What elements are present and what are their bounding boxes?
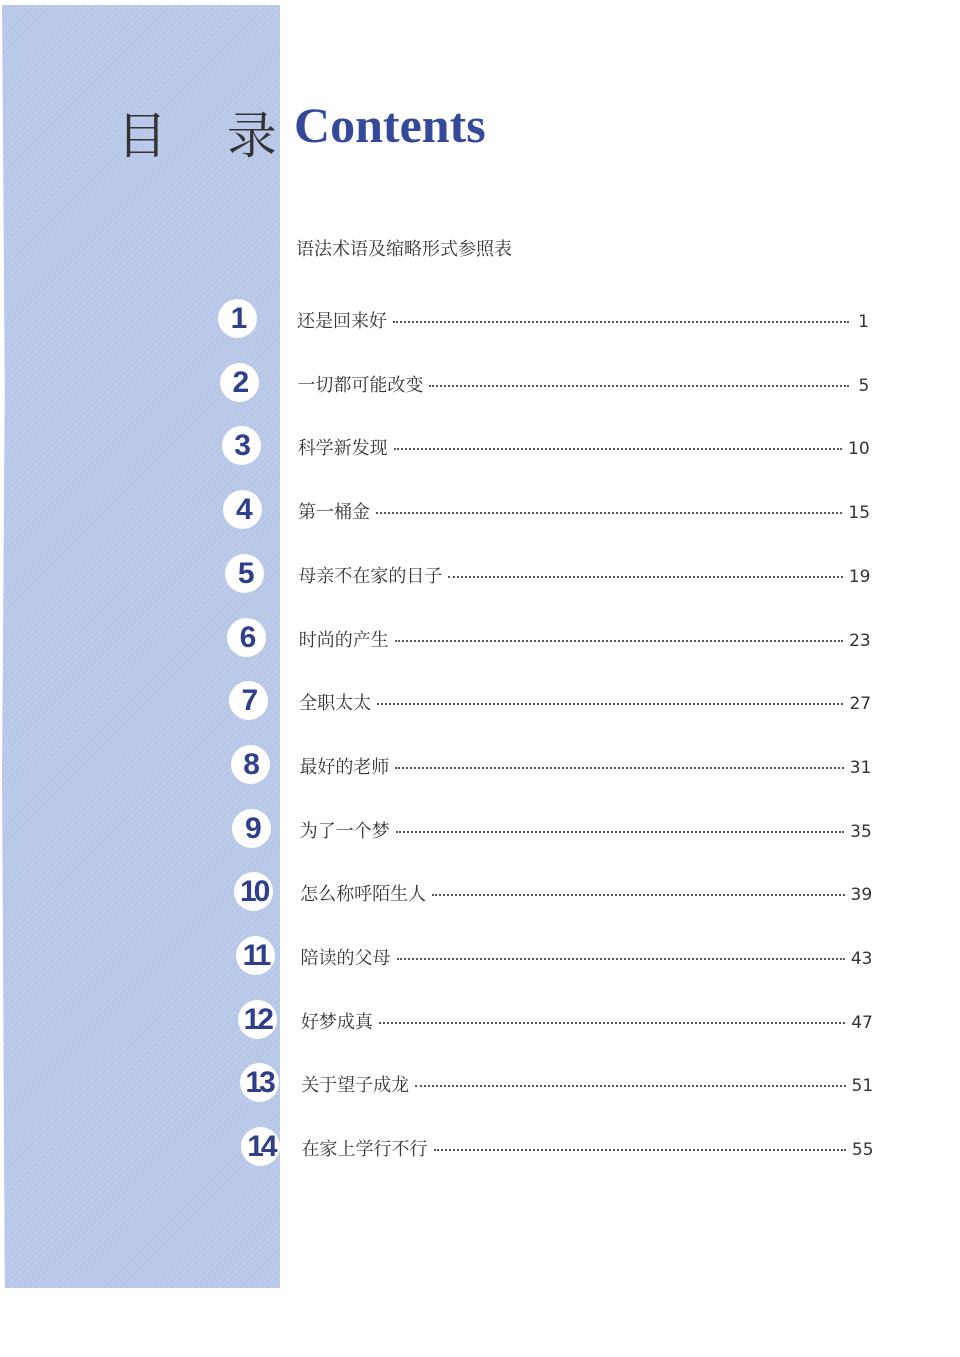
toc-entry-line bbox=[299, 689, 871, 715]
chapter-number-badge: 5 bbox=[225, 554, 264, 593]
toc-entry[interactable] bbox=[0, 936, 960, 976]
dot-leader bbox=[394, 448, 842, 450]
chapter-number-badge: 10 bbox=[234, 872, 273, 911]
page-number: 43 bbox=[850, 949, 873, 969]
toc-entry-line bbox=[297, 371, 869, 397]
toc-entry[interactable] bbox=[0, 1127, 960, 1167]
toc-entry-line bbox=[300, 880, 872, 906]
chapter-number-badge: 9 bbox=[232, 809, 271, 848]
chapter-number-badge: 13 bbox=[240, 1063, 279, 1102]
page-number: 51 bbox=[851, 1076, 874, 1097]
chapter-title[interactable]: 最好的老师 bbox=[299, 756, 390, 778]
chapter-number-badge: 14 bbox=[241, 1127, 280, 1166]
toc-entry[interactable] bbox=[0, 363, 960, 403]
toc-entry-line bbox=[297, 307, 869, 333]
chapter-title[interactable]: 为了一个梦 bbox=[299, 820, 390, 842]
chapter-title[interactable]: 怎么称呼陌生人 bbox=[300, 884, 427, 906]
dot-leader bbox=[432, 894, 844, 896]
toc-entry-line bbox=[301, 1008, 873, 1034]
glossary-link[interactable]: 语法术语及缩略形式参照表 bbox=[296, 239, 512, 260]
chapter-title[interactable]: 科学新发现 bbox=[297, 438, 388, 460]
chapter-title[interactable]: 陪读的父母 bbox=[300, 948, 391, 969]
dot-leader bbox=[377, 703, 843, 705]
dot-leader bbox=[396, 831, 844, 833]
chapter-number-badge: 3 bbox=[222, 426, 261, 465]
toc-entry[interactable] bbox=[0, 554, 960, 594]
page-number: 27 bbox=[849, 694, 872, 715]
chapter-number-badge: 7 bbox=[229, 681, 268, 720]
toc-entry[interactable] bbox=[0, 490, 960, 530]
toc-entry[interactable] bbox=[0, 681, 960, 721]
title-chinese: 目 录 bbox=[117, 107, 299, 165]
chapter-title[interactable]: 在家上学行不行 bbox=[301, 1139, 428, 1161]
dot-leader bbox=[379, 1022, 845, 1024]
chapter-number-badge: 12 bbox=[238, 1000, 277, 1039]
toc-entry[interactable] bbox=[0, 618, 960, 658]
toc-entry[interactable] bbox=[0, 872, 960, 912]
chapter-title[interactable]: 好梦成真 bbox=[300, 1011, 373, 1033]
chapter-number-badge: 4 bbox=[223, 490, 262, 529]
toc-entry-line bbox=[298, 562, 870, 588]
toc-entry-line bbox=[300, 817, 872, 843]
dot-leader bbox=[395, 640, 843, 642]
chapter-number-badge: 8 bbox=[231, 745, 270, 784]
toc-entry-line bbox=[299, 626, 871, 652]
chapter-title[interactable]: 关于望子成龙 bbox=[301, 1075, 410, 1097]
toc-entry[interactable] bbox=[0, 426, 960, 466]
chapter-title[interactable]: 全职太太 bbox=[299, 693, 372, 715]
toc-entry-line bbox=[299, 753, 871, 779]
toc-entry-line bbox=[301, 944, 873, 970]
chapter-title[interactable]: 一切都可能改变 bbox=[297, 374, 424, 396]
dot-leader bbox=[429, 385, 849, 387]
page-number: 55 bbox=[851, 1140, 874, 1161]
chapter-number-badge: 1 bbox=[218, 299, 257, 338]
page-number: 23 bbox=[849, 630, 871, 651]
page-number: 5 bbox=[858, 375, 870, 396]
chapter-number-badge: 6 bbox=[227, 618, 266, 657]
dot-leader bbox=[393, 321, 849, 323]
dot-leader bbox=[376, 512, 842, 514]
page-number: 39 bbox=[850, 885, 873, 906]
chapter-number-badge: 11 bbox=[236, 936, 275, 975]
chapter-title[interactable]: 还是回来好 bbox=[297, 311, 387, 332]
dot-leader bbox=[434, 1149, 846, 1151]
dot-leader bbox=[415, 1085, 845, 1087]
page-number: 35 bbox=[850, 821, 872, 842]
page-number: 10 bbox=[848, 439, 870, 460]
page-number: 1 bbox=[858, 312, 869, 332]
chapter-title[interactable]: 第一桶金 bbox=[298, 502, 371, 524]
toc-entry[interactable] bbox=[0, 1063, 960, 1103]
toc-entry[interactable] bbox=[0, 809, 960, 849]
toc-entry-line bbox=[298, 434, 870, 460]
toc-entry-line bbox=[302, 1135, 874, 1161]
toc-entry[interactable] bbox=[0, 299, 960, 339]
title-english: Contents bbox=[294, 97, 486, 153]
chapter-title[interactable]: 母亲不在家的日子 bbox=[298, 565, 443, 587]
chapter-title[interactable]: 时尚的产生 bbox=[298, 629, 389, 651]
dot-leader bbox=[397, 958, 845, 960]
dot-leader bbox=[448, 576, 842, 578]
chapter-number-badge: 2 bbox=[220, 363, 259, 402]
page-number: 47 bbox=[851, 1012, 873, 1033]
dot-leader bbox=[395, 767, 843, 769]
toc-entry[interactable] bbox=[0, 745, 960, 785]
toc-entry-line bbox=[298, 498, 870, 524]
page-number: 31 bbox=[849, 757, 872, 778]
toc-entry-line bbox=[301, 1071, 873, 1097]
page-number: 19 bbox=[848, 566, 871, 587]
toc-entry[interactable] bbox=[0, 1000, 960, 1040]
page-number: 15 bbox=[848, 503, 871, 524]
